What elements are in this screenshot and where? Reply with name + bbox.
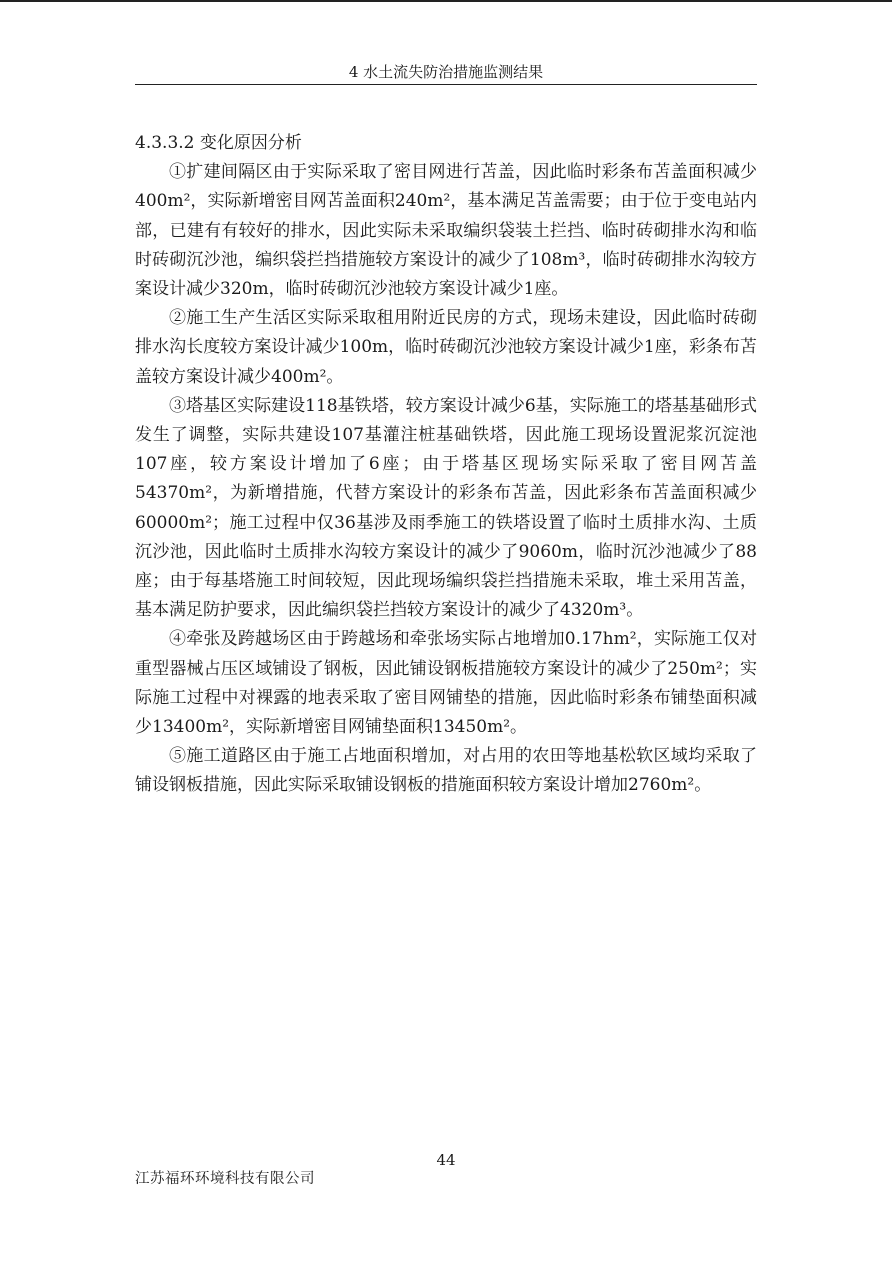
section-heading: 4.3.3.2 变化原因分析 (135, 133, 302, 153)
header-rule (135, 84, 757, 85)
page-top-border (0, 0, 892, 2)
paragraph-tower-base-area: ③塔基区实际建设118基铁塔，较方案设计减少6基，实际施工的塔基基础形式发生了调整，实际共建设107基灌注桩基础铁塔，因此施工现场设置泥浆沉淀池107座，较方案设计增加了6座；由于塔基区现场实际采取了密目网苫盖54370m²，为新增措施，代替方案设计的彩条布苫盖，因此彩条布苫盖面积减少60000m²；施工过程中仅36基涉及雨季施工的铁塔设置了临时土质排水沟、土质沉沙池，因此临时土质排水沟较方案设计的减少了9060m，临时沉沙池减少了88座；由于每基塔施工时间较短，因此现场编织袋拦挡措施未采取，堆土采用苫盖，基本满足防护要求，因此编织袋拦挡较方案设计的减少了4320m³。 (135, 395, 757, 621)
paragraph-construction-road-area: ⑤施工道路区由于施工占地面积增加，对占用的农田等地基松软区域均采取了铺设钢板措施，因此实际采取铺设钢板的措施面积较方案设计增加2760m²。 (135, 746, 757, 796)
document-body (135, 129, 757, 801)
page-number: 44 (436, 1151, 456, 1169)
paragraph-tension-crossing-area: ④牵张及跨越场区由于跨越场和牵张场实际占地增加0.17hm²，实际施工仅对重型器械占压区域铺设了钢板，因此铺设钢板措施较方案设计的减少了250m²；实际施工过程中对裸露的地表采取了密目网铺垫的措施，因此临时彩条布铺垫面积减少13400m²，实际新增密目网铺垫面积13450m²。 (135, 629, 757, 738)
paragraph-expansion-bay: ①扩建间隔区由于实际采取了密目网进行苫盖，因此临时彩条布苫盖面积减少400m²，实际新增密目网苫盖面积240m²，基本满足苫盖需要；由于位于变电站内部，已建有有较好的排水，因此实际未采取编织袋装土拦挡、临时砖砌排水沟和临时砖砌沉沙池，编织袋拦挡措施较方案设计的减少了108m³，临时砖砌排水沟较方案设计减少320m，临时砖砌沉沙池较方案设计减少1座。 (135, 162, 757, 300)
footer-company-name: 江苏福环环境科技有限公司 (135, 1171, 315, 1187)
paragraph-construction-living-area: ②施工生产生活区实际采取租用附近民房的方式，现场未建设，因此临时砖砌排水沟长度较方案设计减少100m，临时砖砌沉沙池较方案设计减少1座，彩条布苫盖较方案设计减少400m²。 (135, 308, 757, 387)
running-header: 4 水土流失防治措施监测结果 (348, 63, 544, 81)
